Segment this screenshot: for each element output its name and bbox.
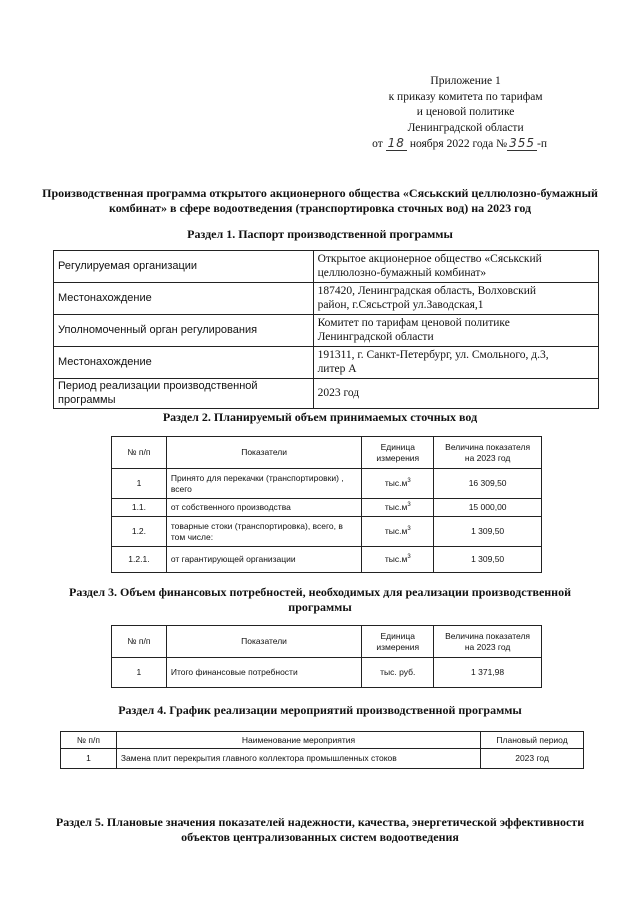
- annex-line-3: и ценовой политике: [416, 106, 515, 118]
- title-line-2: комбинат» в сфере водоотведения (транспортировка сточных вод) на 2023 год: [108, 201, 532, 215]
- table-row: [112, 547, 542, 573]
- annex-block: [372, 74, 547, 153]
- row-unit: [362, 469, 434, 499]
- passport-value-line: 191311, г. Санкт-Петербург, ул. Смольного, д.3,: [317, 349, 549, 361]
- passport-value-line: район, г.Сясьстрой ул.Заводская,1: [317, 298, 484, 311]
- row-value: 1 309,50: [434, 517, 542, 547]
- passport-value: [313, 315, 598, 347]
- row-value: 1 371,98: [434, 658, 542, 688]
- passport-label: Регулируемая организации: [54, 251, 314, 283]
- table-row: [112, 517, 542, 547]
- row-name-line: товарные стоки (транспортировка), всего, в: [170, 520, 343, 531]
- passport-row: [54, 347, 599, 379]
- row-num: 1.2.1.: [112, 547, 167, 573]
- annex-line-1: Приложение 1: [430, 75, 501, 87]
- passport-value-line: Открытое акционерное общество «Сяськский: [317, 253, 542, 265]
- passport-label: Местонахождение: [54, 283, 314, 315]
- row-num: 1: [112, 658, 167, 688]
- header-value-line: Величина показателя: [445, 441, 531, 452]
- table-row: [112, 499, 542, 517]
- annex-date-rest: ноября 2022 года №: [409, 138, 508, 150]
- annex-date-line: [372, 136, 547, 153]
- row-unit: [362, 547, 434, 573]
- row-value: 15 000,00: [434, 499, 542, 517]
- passport-label: Уполномоченный орган регулирования: [54, 315, 314, 347]
- row-name-line: всего: [170, 483, 192, 494]
- header-value-line: на 2023 год: [464, 641, 511, 652]
- section1-heading: Раздел 1. Паспорт производственной программы: [187, 227, 453, 241]
- section5-heading: [40, 815, 600, 845]
- finance-table: [111, 625, 542, 688]
- header-unit-line: измерения: [376, 452, 420, 463]
- row-unit: [362, 499, 434, 517]
- header-unit-line: Единица: [380, 630, 415, 641]
- row-unit: [362, 517, 434, 547]
- passport-value-line: Комитет по тарифам ценовой политике: [317, 317, 510, 329]
- header-num: № п/п: [112, 437, 167, 469]
- unit-text: тыс.м: [384, 526, 408, 536]
- row-name: Замена плит перекрытия главного коллектора промышленных стоков: [116, 749, 480, 769]
- table-row: [61, 749, 584, 769]
- passport-value: 2023 год: [313, 379, 598, 409]
- section4-heading: Раздел 4. График реализации мероприятий производственной программы: [118, 703, 522, 717]
- annex-date-prefix: от: [372, 138, 383, 150]
- header-unit: [362, 626, 434, 658]
- header-name: Показатели: [166, 626, 361, 658]
- row-unit: тыс. руб.: [362, 658, 434, 688]
- handwritten-day: 18: [387, 136, 405, 150]
- header-value: [434, 437, 542, 469]
- unit-sup: 3: [407, 554, 411, 561]
- passport-value: [313, 251, 598, 283]
- header-value-line: на 2023 год: [464, 452, 511, 463]
- header-unit-line: измерения: [376, 641, 420, 652]
- row-num: 1: [61, 749, 117, 769]
- unit-sup: 3: [407, 526, 411, 533]
- unit-text: тыс.м: [384, 478, 408, 488]
- title-line-1: Производственная программа открытого акционерного общества «Сяськский целлюлозно-бумажный: [42, 186, 598, 200]
- row-num: 1.1.: [112, 499, 167, 517]
- passport-row: [54, 283, 599, 315]
- table-row: [112, 658, 542, 688]
- passport-value-line: Ленинградской области: [317, 330, 434, 343]
- passport-label: Местонахождение: [54, 347, 314, 379]
- passport-label: Период реализации производственной программы: [54, 379, 314, 409]
- passport-row: [54, 251, 599, 283]
- handwritten-number: 355: [509, 136, 536, 150]
- passport-value-line: литер А: [317, 362, 357, 375]
- header-num: № п/п: [61, 732, 117, 749]
- header-value-line: Величина показателя: [445, 630, 531, 641]
- passport-value-line: целлюлозно-бумажный комбинат»: [317, 266, 487, 279]
- annex-line-2: к приказу комитета по тарифам: [388, 90, 543, 103]
- passport-value-line: 187420, Ленинградская область, Волховский: [317, 285, 537, 297]
- header-num: № п/п: [112, 626, 167, 658]
- row-name-line: Принято для перекачки (транспортировки) ,: [170, 472, 344, 483]
- passport-value: [313, 283, 598, 315]
- row-name: от собственного производства: [166, 499, 361, 517]
- header-unit-line: Единица: [380, 441, 415, 452]
- passport-table: [53, 250, 599, 409]
- row-name: [166, 469, 361, 499]
- header-name: Показатели: [166, 437, 361, 469]
- header-name: Наименование мероприятия: [116, 732, 480, 749]
- row-period: 2023 год: [481, 749, 584, 769]
- header-period: Плановый период: [481, 732, 584, 749]
- unit-sup: 3: [407, 502, 411, 509]
- row-name-line: том числе:: [170, 531, 214, 542]
- table-header-row: [112, 626, 542, 658]
- header-value: [434, 626, 542, 658]
- section3-heading-line: программы: [288, 600, 352, 614]
- row-value: 16 309,50: [434, 469, 542, 499]
- header-unit: [362, 437, 434, 469]
- passport-row: [54, 379, 599, 409]
- unit-sup: 3: [407, 478, 411, 485]
- section5-heading-line: Раздел 5. Плановые значения показателей надежности, качества, энергетической эффективности: [55, 815, 585, 829]
- unit-text: тыс.м: [384, 502, 408, 512]
- unit-text: тыс.м: [384, 554, 408, 564]
- row-name: [166, 517, 361, 547]
- schedule-table: [60, 731, 584, 769]
- table-row: [112, 469, 542, 499]
- row-name: Итого финансовые потребности: [166, 658, 361, 688]
- table-header-row: [61, 732, 584, 749]
- table-header-row: [112, 437, 542, 469]
- section2-heading: Раздел 2. Планируемый объем принимаемых сточных вод: [162, 410, 478, 424]
- row-num: 1.2.: [112, 517, 167, 547]
- section5-heading-line: объектов централизованных систем водоотведения: [181, 830, 459, 844]
- passport-row: [54, 315, 599, 347]
- annex-line-4: Ленинградской области: [407, 121, 524, 134]
- section3-heading: [40, 585, 600, 615]
- row-num: 1: [112, 469, 167, 499]
- document-title: [40, 186, 600, 216]
- row-name: от гарантирующей организации: [166, 547, 361, 573]
- section3-heading-line: Раздел 3. Объем финансовых потребностей, необходимых для реализации производственной: [68, 585, 572, 599]
- volume-table: [111, 436, 542, 573]
- annex-suffix: -п: [537, 138, 547, 150]
- passport-value: [313, 347, 598, 379]
- row-value: 1 309,50: [434, 547, 542, 573]
